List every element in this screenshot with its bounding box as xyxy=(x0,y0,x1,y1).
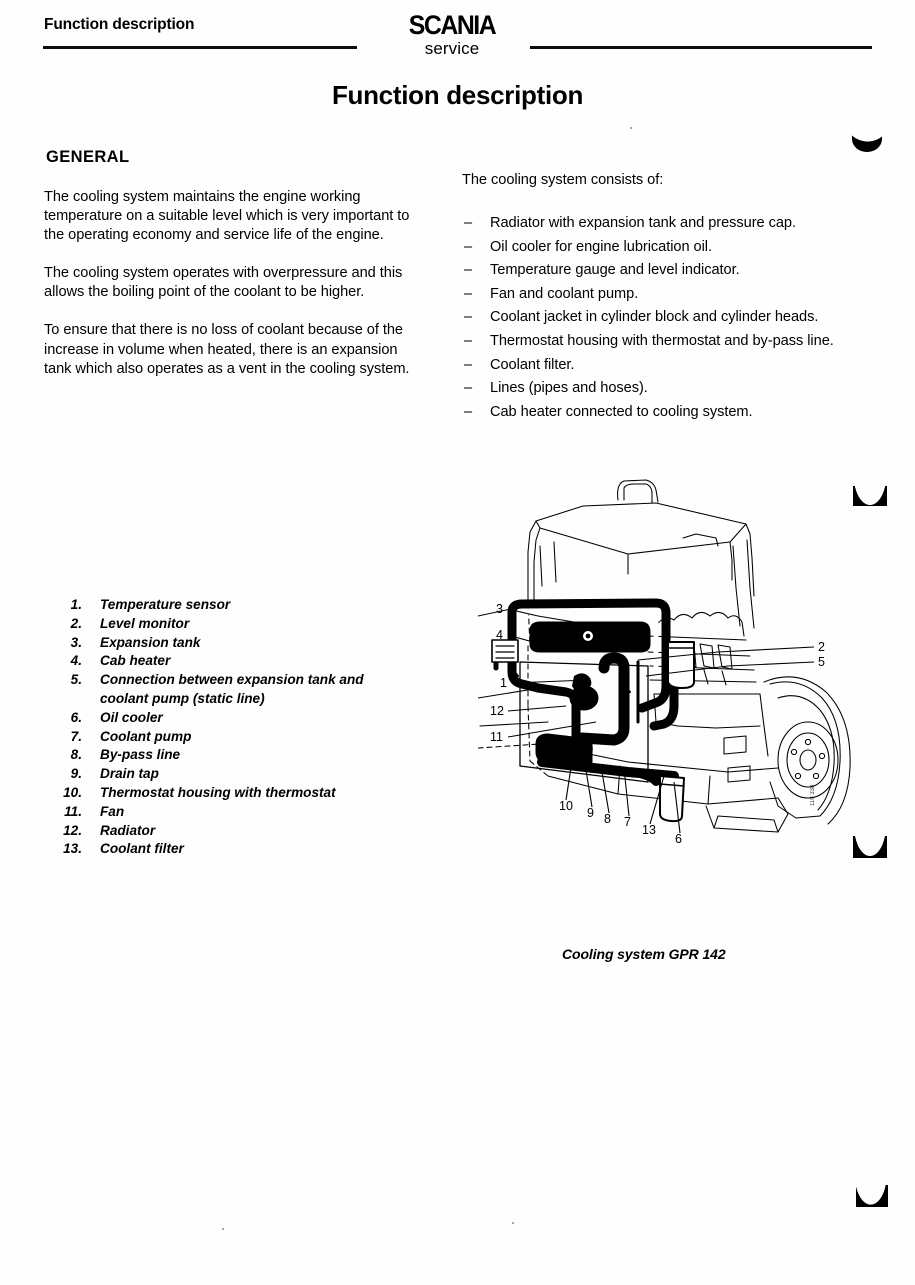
legend-number: 1. xyxy=(70,597,82,612)
list-item-label: Oil cooler for engine lubrication oil. xyxy=(490,238,712,255)
legend-row xyxy=(52,709,402,728)
legend-row xyxy=(52,652,402,671)
header-rule-right xyxy=(530,46,872,49)
legend-number: 10. xyxy=(63,784,82,800)
legend-number: 9. xyxy=(70,766,82,782)
callout-13: 13 xyxy=(642,823,656,837)
legend-label: Temperature sensor xyxy=(100,597,231,612)
paragraph: The cooling system operates with overpressure and this allows the boiling point of the coolant to be higher. xyxy=(44,265,403,301)
list-item-label: Fan and coolant pump. xyxy=(490,285,639,302)
legend-row xyxy=(52,822,402,841)
scan-speck xyxy=(630,127,632,129)
callout-4: 4 xyxy=(496,628,503,642)
callout-5: 5 xyxy=(818,655,825,669)
legend-number: 4. xyxy=(70,653,82,669)
list-item xyxy=(462,212,842,236)
legend-label: Radiator xyxy=(100,822,156,838)
list-item-label: Temperature gauge and level indicator. xyxy=(490,262,740,279)
legend-row xyxy=(52,671,402,709)
list-item xyxy=(462,306,842,330)
dash-bullet: – xyxy=(464,332,473,349)
list-item xyxy=(462,259,842,283)
list-item-label: Lines (pipes and hoses). xyxy=(490,380,648,397)
scan-artifact-crescent xyxy=(856,1185,888,1207)
list-item xyxy=(462,330,842,354)
dash-bullet: – xyxy=(464,380,473,397)
legend-number: 2. xyxy=(70,615,82,631)
callout-9: 9 xyxy=(587,806,594,820)
callout-10: 10 xyxy=(559,799,573,813)
callout-12: 12 xyxy=(490,704,504,718)
legend-number: 3. xyxy=(70,634,82,650)
callout-6: 6 xyxy=(675,832,682,846)
scan-artifact-crescent xyxy=(853,836,887,858)
legend-row xyxy=(52,803,402,822)
list-item-label: Thermostat housing with thermostat and by-pass line. xyxy=(490,332,834,349)
running-head: Function description xyxy=(44,16,195,33)
cooling-circuit-hoses xyxy=(492,603,694,821)
legend-number: 11. xyxy=(64,803,82,819)
legend-label: Oil cooler xyxy=(100,709,163,725)
cooling-system-components-list xyxy=(462,212,842,424)
legend-number: 7. xyxy=(70,728,82,744)
callout-1: 1 xyxy=(500,676,507,690)
general-body-text xyxy=(44,188,414,398)
cooling-system-illustration xyxy=(478,476,890,864)
paragraph: The cooling system maintains the engine working temperature on a suitable level which is very important to the operating economy and service life of the engine. xyxy=(44,189,410,244)
callout-3: 3 xyxy=(496,602,503,616)
legend-label: Connection between expansion tank and coolant pump (static line) xyxy=(100,672,364,706)
list-item-label: Coolant filter. xyxy=(490,356,575,373)
dash-bullet: – xyxy=(464,215,473,231)
legend-label: By-pass line xyxy=(100,747,181,763)
scan-artifact-crescent xyxy=(853,486,887,506)
legend-row xyxy=(52,784,402,803)
dash-bullet: – xyxy=(464,309,473,326)
truck-cooling-system-drawing xyxy=(478,476,890,864)
figure-legend xyxy=(52,596,402,859)
legend-row xyxy=(52,615,402,634)
legend-number: 8. xyxy=(70,747,82,763)
list-item xyxy=(462,377,842,401)
legend-row xyxy=(52,634,402,653)
list-item xyxy=(462,354,842,378)
legend-row xyxy=(52,746,402,765)
legend-row xyxy=(52,596,402,615)
legend-number: 12. xyxy=(63,822,82,838)
list-item-label: Cab heater connected to cooling system. xyxy=(490,403,753,420)
dash-bullet: – xyxy=(464,356,473,373)
legend-label: Drain tap xyxy=(100,766,159,782)
front-wheel xyxy=(770,682,840,818)
legend-number: 5. xyxy=(70,672,82,688)
scan-speck xyxy=(512,1222,514,1224)
legend-label: Coolant pump xyxy=(100,728,192,744)
list-item-label: Radiator with expansion tank and pressure cap. xyxy=(490,215,796,231)
legend-label: Fan xyxy=(100,803,125,819)
legend-label: Coolant filter xyxy=(100,841,184,857)
legend-label: Level monitor xyxy=(100,615,190,631)
callout-8: 8 xyxy=(604,812,611,826)
legend-number: 6. xyxy=(70,709,82,725)
legend-label: Thermostat housing with thermostat xyxy=(100,784,336,800)
svg-text:110 338: 110 338 xyxy=(810,784,816,806)
list-item xyxy=(462,283,842,307)
service-wordmark: service xyxy=(424,39,480,58)
legend-row xyxy=(52,840,402,859)
legend-row xyxy=(52,728,402,747)
dash-bullet: – xyxy=(464,285,473,302)
scania-service-logo xyxy=(372,12,532,57)
figure-code-mark xyxy=(810,784,816,806)
consists-intro: The cooling system consists of: xyxy=(462,172,664,188)
figure-caption: Cooling system GPR 142 xyxy=(562,946,726,962)
dash-bullet: – xyxy=(464,403,473,420)
legend-row xyxy=(52,765,402,784)
list-item xyxy=(462,236,842,260)
callout-2: 2 xyxy=(818,640,825,654)
scan-artifact-crescent xyxy=(852,126,882,152)
list-item xyxy=(462,401,842,425)
legend-number: 13. xyxy=(63,841,82,857)
section-heading-general: GENERAL xyxy=(46,148,130,166)
legend-label: Cab heater xyxy=(100,653,171,669)
scan-speck xyxy=(222,1228,224,1230)
callout-7: 7 xyxy=(624,815,631,829)
dash-bullet: – xyxy=(464,238,473,255)
list-item-label: Coolant jacket in cylinder block and cylinder heads. xyxy=(490,309,819,326)
header-rule-left xyxy=(43,46,357,49)
page-title: Function description xyxy=(331,80,584,110)
legend-label: Expansion tank xyxy=(100,634,201,650)
paragraph: To ensure that there is no loss of coolant because of the increase in volume when heated, there is an expansion tank which also operates as a vent in the cooling system. xyxy=(44,322,410,377)
scania-wordmark: SCANIA xyxy=(408,10,496,40)
callout-11: 11 xyxy=(490,730,503,744)
dash-bullet: – xyxy=(464,262,473,279)
